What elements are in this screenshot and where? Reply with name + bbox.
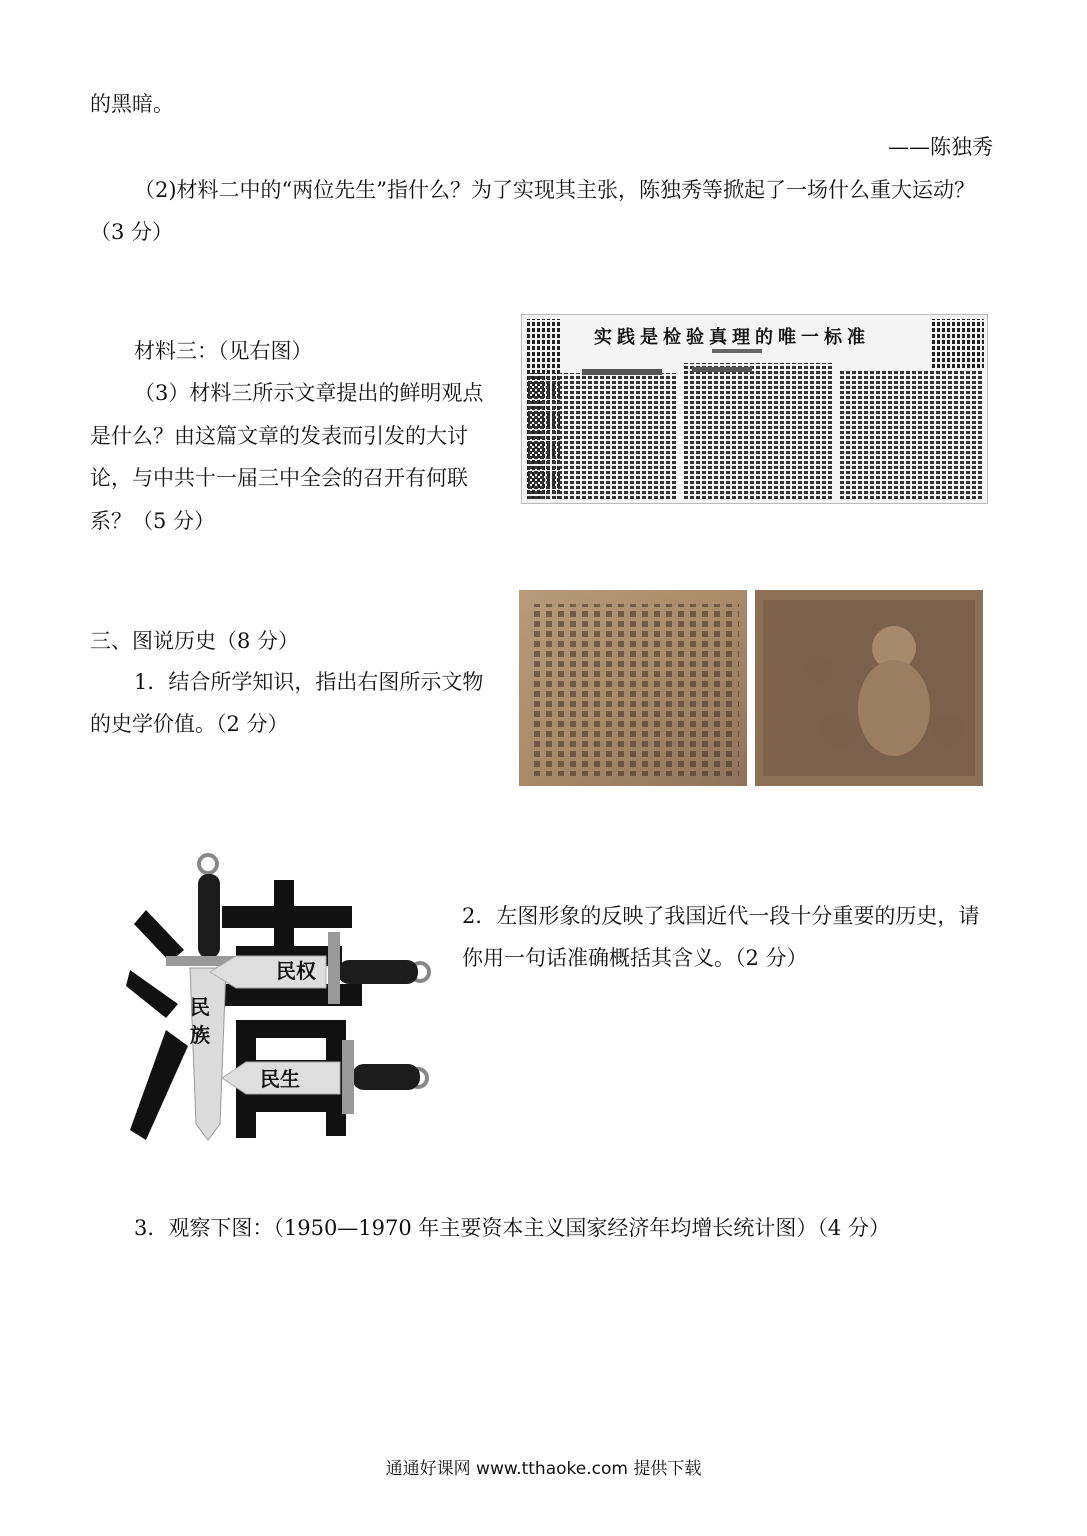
label-minzu: 民族: [190, 995, 210, 1047]
question-2-line2: （3 分）: [90, 220, 174, 244]
label-minquan: 民权: [276, 959, 316, 983]
material-3-title: 材料三：（见右图）: [134, 339, 313, 363]
sub-question-3-line: 3．观察下图：（1950—1970 年主要资本主义国家经济年均增长统计图）（4 分）: [134, 1216, 890, 1240]
sub-question-2-line2: 你用一句话准确概括其含义。（2 分）: [462, 946, 808, 970]
footer-source: 通通好课网 www.tthaoke.com 提供下载: [385, 1459, 702, 1479]
newspaper-headline: 实践是检验真理的唯一标准: [594, 327, 870, 348]
section-3-title: 三、图说历史（8 分）: [90, 629, 300, 653]
newspaper-image: [521, 314, 988, 504]
question-3-line1: （3）材料三所示文章提出的鲜明观点: [134, 381, 484, 405]
label-minsheng: 民生: [260, 1067, 300, 1091]
question-3-line4: 系？（5 分）: [90, 509, 216, 533]
text-dark: 的黑暗。: [90, 92, 174, 116]
question-3-line3: 论，与中共十一届三中全会的召开有何联: [90, 466, 468, 490]
question-3-line2: 是什么？由这篇文章的发表而引发的大讨: [90, 424, 468, 448]
artifact-image: [519, 590, 983, 786]
sword-ring-vertical: [199, 855, 217, 873]
sub-question-2-line1: 2．左图形象的反映了我国近代一段十分重要的历史，请: [462, 904, 980, 928]
question-2-line1: （2)材料二中的“两位先生”指什么？为了实现其主张，陈独秀等掀起了一场什么重大运动？: [134, 178, 976, 202]
sub-question-1-line1: 1．结合所学知识，指出右图所示文物: [134, 670, 484, 694]
sub-question-1-line2: 的史学价值。（2 分）: [90, 712, 289, 736]
author-chen-duxiu: ——陈独秀: [888, 135, 993, 159]
qing-character-figure: [126, 850, 446, 1146]
